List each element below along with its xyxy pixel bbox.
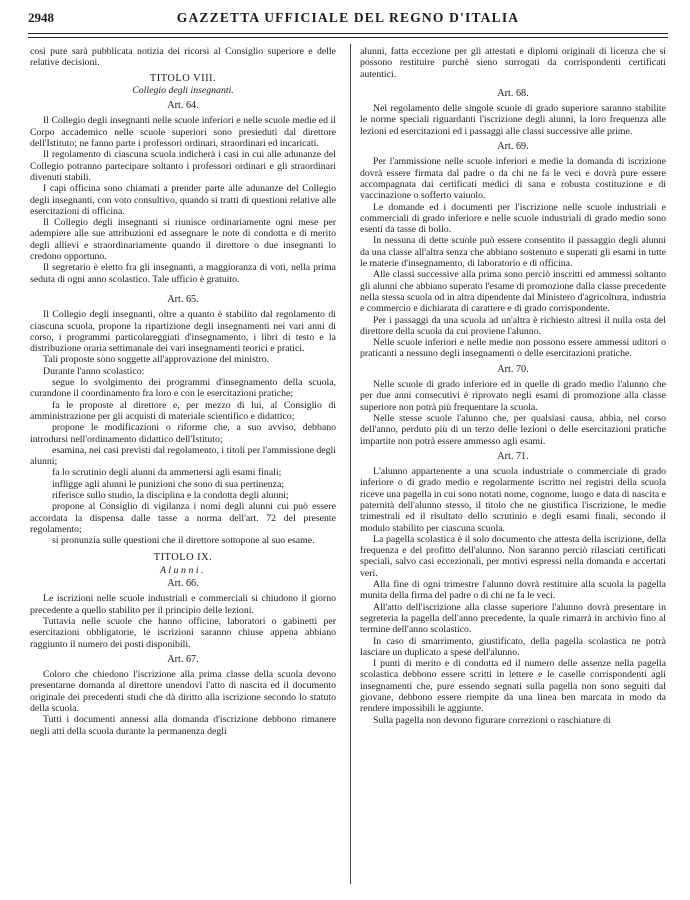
paragraph: Sulla pagella non devono figurare correzioni o raschiature di xyxy=(373,714,611,726)
paragraph: Il Collegio degli insegnanti si riunisce ordinariamente ogni mese per adempiere alle sue attribuzioni ed assegnare le note di condotta e di merito degli allievi e straordinariamente quando il direttore o due insegnanti lo credono opportuno. xyxy=(30,217,336,263)
paragraph: Nel regolamento delle singole scuole di grado superiore saranno stabilite le norme speciali riguardanti l'iscrizione degli alunni, la loro frequenza alle lezioni ed esercitazioni ed i passaggi alle classi successive alle prime. xyxy=(360,103,666,137)
list-item: esamina, nei casi previsti dal regolamento, i titoli per l'ammissione degli alunni; xyxy=(30,444,336,468)
paragraph: I capi officina sono chiamati a prender parte alle adunanze del Collegio degli insegnanti, con voto consultivo, quando si tratti di questioni relative alle esercitazioni di officina. xyxy=(30,183,336,217)
paragraph: Il Collegio degli insegnanti, oltre a quanto è stabilito dal regolamento di ciascuna scuola, propone la ripartizione degli insegnamenti nei vari anni di corso, i programmi particolareggiati d'insegnamento, i libri di testo e la distribuzione oraria settimanale dei vari insegnamenti teorici e pratici. xyxy=(30,309,336,355)
paragraph: I punti di merito e di condotta ed il numero delle assenze nella pagella scolastica debbono essere scritti in lettere e le caselle corrispondenti agli insegnamenti che, pure essendo segnati sulla pagella non sono seguiti dal giovane, debbono essere riempite da una linea ben marcata in modo da rendere impossibili le aggiunte. xyxy=(360,658,666,715)
paragraph: Nelle scuole inferiori e nelle medie non possono essere ammessi uditori o praticanti a nessuno degli insegnamenti o delle esercitazioni pratiche. xyxy=(360,337,666,360)
title-subheading: Alunni. xyxy=(159,564,207,576)
paragraph: Tuttavia nelle scuole che hanno officine, laboratori o gabinetti per esercitazioni obbligatorie, le iscrizioni saranno chiuse appena abbiano raggiunto il numero dei posti disponibili. xyxy=(30,615,336,650)
article-heading: Art. 68. xyxy=(497,87,529,99)
page-header xyxy=(28,8,668,30)
left-column xyxy=(30,46,336,896)
list-item: propone al Consiglio di vigilanza i nomi degli alunni cui può essere accordata la dispensa dalle tasse a norma dell'art. 72 del presente regolamento; xyxy=(30,501,336,535)
right-column xyxy=(360,46,666,896)
page-number: 2948 xyxy=(28,10,54,25)
paragraph: L'alunno appartenente a una scuola industriale o commerciale di grado inferiore o di grado medio e regolarmente iscritto nei registri della scuola riceve una pagella in cui sono notati nome, cognome, luogo e data di nascita e paternità dell'alunno stesso, il titolo che ne giustifica l'iscrizione, le medie trimestrali ed il risultato dello scrutinio e degli esami finali, secondo il modulo stabilito per ciascuna scuola. xyxy=(360,466,666,534)
article-heading: Art. 71. xyxy=(497,450,529,462)
paragraph: così pure sarà pubblicata notizia dei ricorsi al Consiglio superiore e delle relative decisioni. xyxy=(30,46,336,69)
title-heading: TITOLO VIII. xyxy=(149,72,217,84)
paragraph: Coloro che chiedono l'iscrizione alla prima classe della scuola devono presentarne domanda al direttore unendovi l'atto di nascita ed il documento originale dei precedenti studi che dà diritto alla iscrizione secondo lo statuto della scuola. xyxy=(30,669,336,715)
paragraph: Il segretario è eletto fra gli insegnanti, a maggioranza di voti, nella prima seduta di ogni anno scolastico. Tale ufficio è gratuito. xyxy=(30,262,336,285)
paragraph: Le domande ed i documenti per l'iscrizione nelle scuole industriali e commerciali di grado inferiore e nelle scuole industriali di grado medio sono esenti da tasse di bollo. xyxy=(360,201,666,236)
article-heading: Art. 66. xyxy=(167,578,199,590)
paragraph: Alle classi successive alla prima sono perciò inscritti ed ammessi soltanto gli alunni che abbiano superato l'esame di promozione dalla classe precedente nella stessa scuola od in altra dipendente dal Ministero d'agricoltura, industria e commercio e dichiarata di carattere e di grado corrispondente. xyxy=(360,269,666,315)
paragraph: Nelle scuole di grado inferiore ed in quelle di grado medio l'alunno che per due anni consecutivi è riprovato negli esami di promozione alla classe superiore non potrà più frequentare la scuola. xyxy=(360,379,666,413)
paragraph: All'atto dell'iscrizione alla classe superiore l'alunno dovrà presentare in segreteria la pagella dell'anno precedente, la quale rimarrà in archivio fino al termine dell'anno scolastico. xyxy=(360,601,666,636)
column-divider xyxy=(350,44,351,884)
header-rule-bottom xyxy=(28,37,668,38)
paragraph: Le iscrizioni nelle scuole industriali e commerciali si chiudono il giorno precedente a quello stabilito per il principio delle lezioni. xyxy=(30,593,336,616)
title-subheading: Collegio degli insegnanti. xyxy=(132,84,234,96)
paragraph: alunni, fatta eccezione per gli attestati e diplomi originali di licenza che si possono restituire purchè sieno surrogati da corrispondenti certificati autentici. xyxy=(360,46,666,80)
paragraph: Durante l'anno scolastico: xyxy=(43,365,145,377)
article-heading: Art. 69. xyxy=(497,141,529,153)
article-heading: Art. 67. xyxy=(167,653,199,665)
list-item: fa le proposte al direttore e, per mezzo di lui, al Consiglio di amministrazione per gli acquisti di materiale scientifico e didattico; xyxy=(30,399,336,422)
list-item: fa lo scrutinio degli alunni da ammettersi agli esami finali; xyxy=(52,467,282,479)
paragraph: La pagella scolastica è il solo documento che attesta della iscrizione, della frequenza e del profitto dell'alunno. Non saranno perciò rilasciati certificati speciali, salvo casi eccezionali, per motivi espressi nella domanda e accertati veri. xyxy=(360,533,666,579)
list-item: riferisce sullo studio, la disciplina e la condotta degli alunni; xyxy=(52,489,289,501)
paragraph: Il Collegio degli insegnanti nelle scuole inferiori e nelle scuole medie ed il Corpo accademico nelle scuole superiori sono presieduti dal direttore dell'Istituto; ne fanno parte i professori ordinari, straordinari ed incaricati. xyxy=(30,115,336,150)
header-rule-top xyxy=(28,33,668,34)
paragraph: Alla fine di ogni trimestre l'alunno dovrà restituire alla scuola la pagella munita della firma del padre o di chi ne fa le veci. xyxy=(360,579,666,602)
list-item: propone le modificazioni o riforme che, a suo avviso, debbano introdursi nell'ordinamento didattico dell'Istituto; xyxy=(30,422,336,445)
title-heading: TITOLO IX. xyxy=(153,552,213,564)
paragraph: Per l'ammissione nelle scuole inferiori e medie la domanda di iscrizione dovrà essere firmata dal padre o da chi ne fa le veci e dovrà pure essere accompagnata dai certificati medici di sana e robusta costituzione e di vaccinazione o sofferto vaiuolo. xyxy=(360,156,666,202)
paragraph: Il regolamento di ciascuna scuola indicherà i casi in cui alle adunanze del Collegio potranno partecipare soltanto i professori ordinari e gli straordinari divenuti stabili. xyxy=(30,149,336,183)
paragraph: In nessuna di dette scuole può essere consentito il passaggio degli alunni da una classe all'altra senza che abbiano sostenuto e superati gli esami in tutte le materie d'insegnamento, di laboratorio e di officina. xyxy=(360,235,666,270)
paragraph: In caso di smarrimento, giustificato, della pagella scolastica ne potrà lasciare un duplicato a spese dell'alunno. xyxy=(360,635,666,658)
article-heading: Art. 64. xyxy=(167,100,199,112)
article-heading: Art. 70. xyxy=(497,363,529,375)
gazette-title: GAZZETTA UFFICIALE DEL REGNO D'ITALIA xyxy=(176,10,520,25)
list-item: infligge agli alunni le punizioni che sono di sua pertinenza; xyxy=(52,478,285,490)
article-heading: Art. 65. xyxy=(167,293,199,305)
list-item: si pronunzia sulle questioni che il direttore sottopone al suo esame. xyxy=(52,535,315,547)
list-item: segue lo svolgimento dei programmi d'insegnamento della scuola, curandone il coordinamento fra loro e con le esercitazioni pratiche; xyxy=(30,377,336,400)
paragraph: Nelle stesse scuole l'alunno che, per qualsiasi causa, abbia, nel corso dell'anno, perduto più di un terzo delle lezioni o delle esercitazioni pratiche impartite non potrà essere ammesso agli esami. xyxy=(360,412,666,447)
paragraph: Tali proposte sono soggette all'approvazione del ministro. xyxy=(43,354,270,366)
paragraph: Per i passaggi da una scuola ad un'altra è richiesto altresì il nulla osta del direttore della scuola da cui proviene l'alunno. xyxy=(360,314,666,337)
paragraph: Tutti i documenti annessi alla domanda d'iscrizione debbono rimanere negli atti della scuola durante la permanenza degli xyxy=(30,714,336,737)
